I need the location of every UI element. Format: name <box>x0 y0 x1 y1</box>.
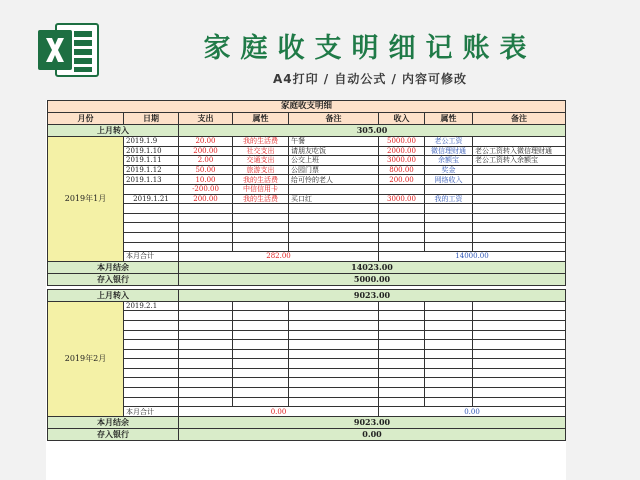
jan-deposit-label[interactable]: 存入银行 <box>48 273 179 285</box>
jan-total-expense[interactable]: 282.00 <box>179 252 379 262</box>
table-row <box>48 232 566 242</box>
date-cell[interactable]: 2019.1.13 <box>124 175 179 185</box>
income-attr-cell[interactable] <box>425 378 473 388</box>
date-cell[interactable] <box>124 359 179 369</box>
income-cell[interactable]: 2000.00 <box>379 146 425 156</box>
sheet-title[interactable]: 家庭收支明细 <box>48 101 566 113</box>
income-note-cell[interactable] <box>473 223 566 233</box>
income-note-cell[interactable] <box>473 378 566 388</box>
expense-attr-cell[interactable] <box>233 301 289 311</box>
jan-month-balance-label[interactable]: 本月结余 <box>48 261 179 273</box>
income-note-cell[interactable] <box>473 397 566 407</box>
table-row <box>48 349 566 359</box>
income-note-cell[interactable] <box>473 330 566 340</box>
table-row <box>48 340 566 350</box>
column-header-row <box>48 113 566 125</box>
feb-deposit-value[interactable]: 0.00 <box>179 428 566 440</box>
income-attr-cell[interactable] <box>425 397 473 407</box>
expense-cell[interactable] <box>179 213 233 223</box>
income-attr-cell[interactable] <box>425 213 473 223</box>
income-note-cell[interactable] <box>473 311 566 321</box>
expense-note-cell[interactable] <box>289 320 379 330</box>
expense-attr-cell[interactable] <box>233 213 289 223</box>
col-header-income-note[interactable]: 备注 <box>473 113 566 125</box>
income-cell[interactable] <box>379 340 425 350</box>
income-attr-cell[interactable] <box>425 223 473 233</box>
expense-note-cell[interactable] <box>289 242 379 252</box>
expense-cell[interactable] <box>179 204 233 214</box>
income-note-cell[interactable] <box>473 242 566 252</box>
date-cell[interactable] <box>124 388 179 398</box>
expense-cell[interactable]: 20.00 <box>179 137 233 147</box>
table-row <box>48 311 566 321</box>
income-attr-cell[interactable] <box>425 359 473 369</box>
date-cell[interactable] <box>124 368 179 378</box>
expense-note-cell[interactable]: 公园门票 <box>289 165 379 175</box>
expense-note-cell[interactable] <box>289 368 379 378</box>
expense-attr-cell[interactable] <box>233 359 289 369</box>
jan-month-total-label[interactable]: 本月合计 <box>124 252 179 262</box>
income-note-cell[interactable] <box>473 320 566 330</box>
expense-attr-cell[interactable]: 中信信用卡 <box>233 184 289 194</box>
income-note-cell[interactable] <box>473 232 566 242</box>
table-row <box>48 388 566 398</box>
income-cell[interactable] <box>379 378 425 388</box>
date-cell[interactable] <box>124 320 179 330</box>
feb-month-balance-row <box>48 416 566 428</box>
date-cell[interactable] <box>124 232 179 242</box>
feb-carry-in-label[interactable]: 上月转入 <box>48 289 179 301</box>
feb-month-cell[interactable]: 2019年2月 <box>48 301 124 416</box>
income-cell[interactable] <box>379 359 425 369</box>
income-attr-cell[interactable] <box>425 232 473 242</box>
feb-month-balance-label[interactable]: 本月结余 <box>48 416 179 428</box>
date-cell[interactable]: 2019.1.12 <box>124 165 179 175</box>
col-header-expense[interactable]: 支出 <box>179 113 233 125</box>
expense-attr-cell[interactable] <box>233 242 289 252</box>
income-note-cell[interactable] <box>473 301 566 311</box>
income-attr-cell[interactable] <box>425 388 473 398</box>
feb-total-expense[interactable]: 0.00 <box>179 407 379 417</box>
expense-attr-cell[interactable]: 我的生活费 <box>233 194 289 204</box>
expense-note-cell[interactable]: 午餐 <box>289 137 379 147</box>
feb-deposit-row <box>48 428 566 440</box>
date-cell[interactable]: 2019.2.1 <box>124 301 179 311</box>
income-attr-cell[interactable]: 微信理财通 <box>425 146 473 156</box>
table-row <box>48 320 566 330</box>
income-attr-cell[interactable] <box>425 320 473 330</box>
income-cell[interactable] <box>379 223 425 233</box>
expense-attr-cell[interactable] <box>233 349 289 359</box>
income-attr-cell[interactable]: 网络收入 <box>425 175 473 185</box>
income-cell[interactable] <box>379 301 425 311</box>
income-note-cell[interactable] <box>473 165 566 175</box>
expense-cell[interactable] <box>179 349 233 359</box>
table-row <box>48 175 566 185</box>
expense-cell[interactable] <box>179 232 233 242</box>
date-cell[interactable] <box>124 378 179 388</box>
col-header-expense-note[interactable]: 备注 <box>289 113 379 125</box>
col-header-month[interactable]: 月份 <box>48 113 124 125</box>
income-note-cell[interactable] <box>473 388 566 398</box>
income-cell[interactable] <box>379 213 425 223</box>
table-row <box>48 330 566 340</box>
table-row <box>48 165 566 175</box>
expense-attr-cell[interactable]: 社交支出 <box>233 146 289 156</box>
expense-attr-cell[interactable] <box>233 232 289 242</box>
expense-cell[interactable] <box>179 397 233 407</box>
income-note-cell[interactable] <box>473 368 566 378</box>
feb-total-income[interactable]: 0.00 <box>379 407 566 417</box>
income-cell[interactable]: 5000.00 <box>379 137 425 147</box>
income-note-cell[interactable] <box>473 359 566 369</box>
expense-note-cell[interactable] <box>289 349 379 359</box>
jan-carry-in-row <box>48 125 566 137</box>
expense-note-cell[interactable] <box>289 301 379 311</box>
income-note-cell[interactable] <box>473 184 566 194</box>
income-attr-cell[interactable] <box>425 340 473 350</box>
expense-note-cell[interactable] <box>289 378 379 388</box>
jan-carry-in-value[interactable]: 305.00 <box>179 125 566 137</box>
expense-cell[interactable] <box>179 320 233 330</box>
expense-cell[interactable]: -200.00 <box>179 184 233 194</box>
feb-month-balance-value[interactable]: 9023.00 <box>179 416 566 428</box>
jan-month-balance-value[interactable]: 14023.00 <box>179 261 566 273</box>
date-cell[interactable] <box>124 213 179 223</box>
income-note-cell[interactable] <box>473 137 566 147</box>
jan-deposit-row <box>48 273 566 285</box>
expense-cell[interactable]: 200.00 <box>179 146 233 156</box>
income-attr-cell[interactable]: 余额宝 <box>425 156 473 166</box>
table-row <box>48 204 566 214</box>
table-row <box>48 223 566 233</box>
income-attr-cell[interactable] <box>425 349 473 359</box>
income-cell[interactable] <box>379 330 425 340</box>
expense-note-cell[interactable] <box>289 223 379 233</box>
expense-note-cell[interactable] <box>289 311 379 321</box>
sheet-title-row <box>48 101 566 113</box>
expense-cell[interactable] <box>179 359 233 369</box>
expense-note-cell[interactable]: 给可怜的老人 <box>289 175 379 185</box>
date-cell[interactable] <box>124 311 179 321</box>
expense-attr-cell[interactable] <box>233 311 289 321</box>
income-cell[interactable] <box>379 184 425 194</box>
expense-note-cell[interactable] <box>289 397 379 407</box>
expense-note-cell[interactable] <box>289 340 379 350</box>
expense-cell[interactable] <box>179 301 233 311</box>
feb-carry-in-value[interactable]: 9023.00 <box>179 289 566 301</box>
table-row <box>48 146 566 156</box>
income-cell[interactable] <box>379 320 425 330</box>
date-cell[interactable] <box>124 340 179 350</box>
expense-cell[interactable]: 50.00 <box>179 165 233 175</box>
income-attr-cell[interactable]: 老公工资 <box>425 137 473 147</box>
expense-attr-cell[interactable]: 我的生活费 <box>233 137 289 147</box>
expense-cell[interactable] <box>179 388 233 398</box>
date-cell[interactable]: 2019.1.21 <box>124 194 179 204</box>
income-attr-cell[interactable] <box>425 242 473 252</box>
income-cell[interactable]: 800.00 <box>379 165 425 175</box>
expense-cell[interactable] <box>179 340 233 350</box>
income-cell[interactable] <box>379 349 425 359</box>
date-cell[interactable] <box>124 349 179 359</box>
col-header-income-attr[interactable]: 属性 <box>425 113 473 125</box>
excel-icon <box>36 22 100 78</box>
jan-total-income[interactable]: 14000.00 <box>379 252 566 262</box>
expense-cell[interactable]: 200.00 <box>179 194 233 204</box>
income-cell[interactable]: 200.00 <box>379 175 425 185</box>
expense-attr-cell[interactable] <box>233 388 289 398</box>
expense-cell[interactable]: 2.00 <box>179 156 233 166</box>
expense-attr-cell[interactable] <box>233 368 289 378</box>
expense-note-cell[interactable] <box>289 232 379 242</box>
expense-note-cell[interactable] <box>289 213 379 223</box>
date-cell[interactable] <box>124 242 179 252</box>
expense-cell[interactable] <box>179 242 233 252</box>
expense-attr-cell[interactable] <box>233 223 289 233</box>
table-row <box>48 184 566 194</box>
table-row <box>48 359 566 369</box>
expense-note-cell[interactable]: 请朋友吃饭 <box>289 146 379 156</box>
expense-cell[interactable]: 10.00 <box>179 175 233 185</box>
income-note-cell[interactable] <box>473 204 566 214</box>
expense-attr-cell[interactable]: 我的生活费 <box>233 175 289 185</box>
page-subtitle: A4打印 / 自动公式 / 内容可修改 <box>272 72 468 86</box>
income-cell[interactable] <box>379 397 425 407</box>
expense-cell[interactable] <box>179 330 233 340</box>
expense-note-cell[interactable] <box>289 204 379 214</box>
table-row <box>48 301 566 311</box>
income-cell[interactable] <box>379 232 425 242</box>
expense-attr-cell[interactable] <box>233 397 289 407</box>
col-header-date[interactable]: 日期 <box>124 113 179 125</box>
table-row <box>48 213 566 223</box>
page-header <box>0 0 640 100</box>
income-attr-cell[interactable] <box>425 301 473 311</box>
table-row <box>48 156 566 166</box>
income-note-cell[interactable] <box>473 340 566 350</box>
expense-cell[interactable] <box>179 368 233 378</box>
jan-month-total-row <box>48 252 566 262</box>
jan-deposit-value[interactable]: 5000.00 <box>179 273 566 285</box>
expense-attr-cell[interactable] <box>233 378 289 388</box>
page-title: 家庭收支明细记账表 <box>203 33 537 64</box>
table-row <box>48 368 566 378</box>
table-row <box>48 242 566 252</box>
table-row <box>48 194 566 204</box>
income-cell[interactable] <box>379 242 425 252</box>
expense-attr-cell[interactable] <box>233 340 289 350</box>
feb-carry-in-row <box>48 289 566 301</box>
expense-note-cell[interactable] <box>289 388 379 398</box>
income-attr-cell[interactable]: 奖金 <box>425 165 473 175</box>
jan-month-balance-row <box>48 261 566 273</box>
feb-month-total-label[interactable]: 本月合计 <box>124 407 179 417</box>
expense-note-cell[interactable]: 公交上班 <box>289 156 379 166</box>
income-note-cell[interactable] <box>473 194 566 204</box>
income-attr-cell[interactable] <box>425 184 473 194</box>
income-cell[interactable]: 3000.00 <box>379 156 425 166</box>
expense-attr-cell[interactable]: 交通支出 <box>233 156 289 166</box>
col-header-income[interactable]: 收入 <box>379 113 425 125</box>
expense-note-cell[interactable]: 买口红 <box>289 194 379 204</box>
feb-deposit-label[interactable]: 存入银行 <box>48 428 179 440</box>
date-cell[interactable] <box>124 397 179 407</box>
income-cell[interactable] <box>379 311 425 321</box>
feb-month-total-row <box>48 407 566 417</box>
table-row <box>48 397 566 407</box>
date-cell[interactable] <box>124 330 179 340</box>
expense-note-cell[interactable] <box>289 359 379 369</box>
income-note-cell[interactable] <box>473 349 566 359</box>
jan-month-cell[interactable]: 2019年1月 <box>48 137 124 262</box>
table-row <box>48 137 566 147</box>
income-attr-cell[interactable] <box>425 330 473 340</box>
date-cell[interactable]: 2019.1.11 <box>124 156 179 166</box>
income-attr-cell[interactable] <box>425 311 473 321</box>
date-cell[interactable] <box>124 223 179 233</box>
date-cell[interactable] <box>124 184 179 194</box>
income-note-cell[interactable]: 老公工资转入余额宝 <box>473 156 566 166</box>
expense-note-cell[interactable] <box>289 184 379 194</box>
income-cell[interactable] <box>379 204 425 214</box>
expense-attr-cell[interactable] <box>233 204 289 214</box>
income-note-cell[interactable] <box>473 175 566 185</box>
income-cell[interactable] <box>379 368 425 378</box>
date-cell[interactable] <box>124 204 179 214</box>
expense-note-cell[interactable] <box>289 330 379 340</box>
expense-cell[interactable] <box>179 311 233 321</box>
income-note-cell[interactable]: 老公工资转入微信理财通 <box>473 146 566 156</box>
income-note-cell[interactable] <box>473 213 566 223</box>
col-header-expense-attr[interactable]: 属性 <box>233 113 289 125</box>
date-cell[interactable]: 2019.1.9 <box>124 137 179 147</box>
income-cell[interactable]: 3000.00 <box>379 194 425 204</box>
table-row <box>48 378 566 388</box>
expense-cell[interactable] <box>179 378 233 388</box>
expense-attr-cell[interactable] <box>233 330 289 340</box>
income-cell[interactable] <box>379 388 425 398</box>
date-cell[interactable]: 2019.1.10 <box>124 146 179 156</box>
income-attr-cell[interactable] <box>425 204 473 214</box>
ledger-table <box>47 100 566 441</box>
income-attr-cell[interactable]: 我的工资 <box>425 194 473 204</box>
expense-cell[interactable] <box>179 223 233 233</box>
expense-attr-cell[interactable] <box>233 320 289 330</box>
expense-attr-cell[interactable]: 旅游支出 <box>233 165 289 175</box>
income-attr-cell[interactable] <box>425 368 473 378</box>
jan-carry-in-label[interactable]: 上月转入 <box>48 125 179 137</box>
spreadsheet <box>46 100 566 480</box>
